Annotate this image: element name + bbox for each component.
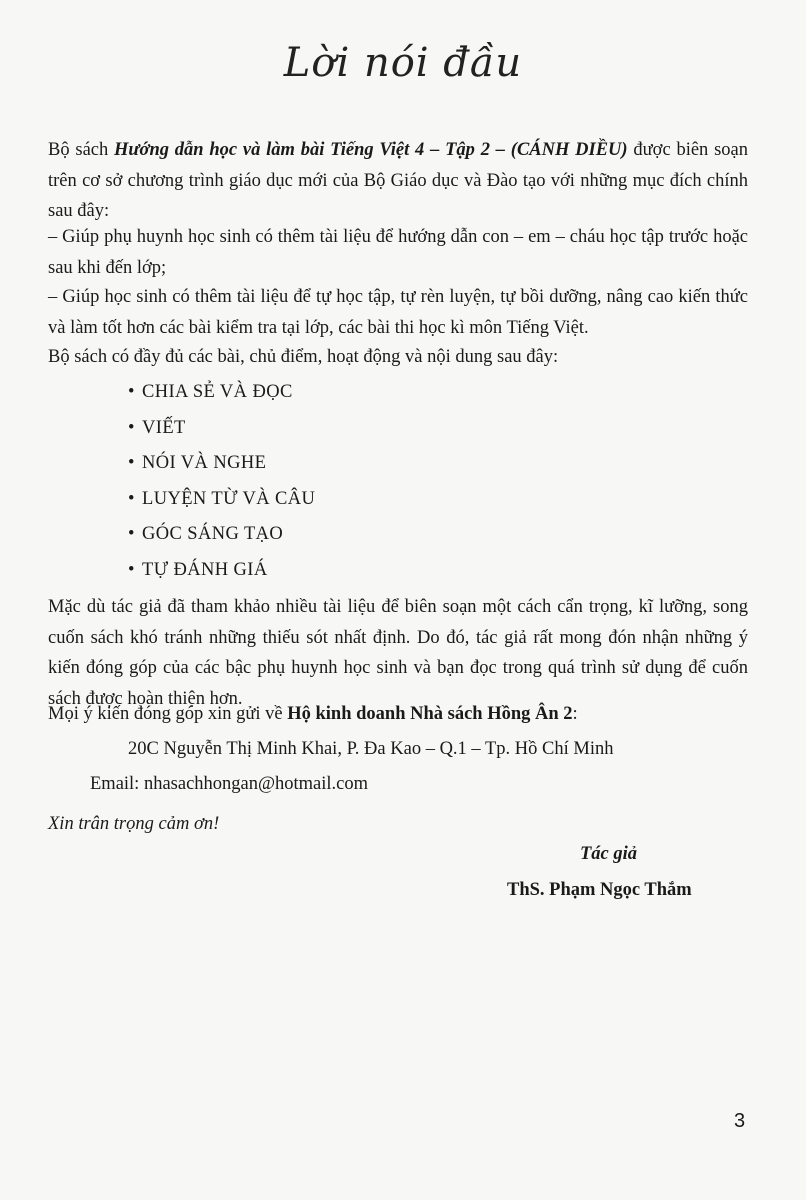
list-item: • TỰ ĐÁNH GIÁ xyxy=(128,553,315,589)
list-item: • NÓI VÀ NGHE xyxy=(128,446,315,482)
list-item: • LUYỆN TỪ VÀ CÂU xyxy=(128,482,315,518)
intro-suffix: được biên soạn trên cơ sở chương trình giáo dục mới của Bộ Giáo dục và Đào tạo với những mục đích chính sau đây: xyxy=(48,140,748,221)
bullet-icon: • xyxy=(128,382,135,402)
contents-intro: Bộ sách có đầy đủ các bài, chủ điểm, hoạt động và nội dung sau đây: xyxy=(48,347,559,367)
purpose-paragraph-2: – Giúp học sinh có thêm tài liệu để tự học tập, tự rèn luyện, tự bồi dưỡng, nâng cao kiến thức và làm tốt hơn các bài kiểm tra tại lớp, các bài thi học kì môn Tiếng Việt. xyxy=(48,287,748,338)
bullet-icon: • xyxy=(128,524,135,544)
book-title: Hướng dẫn học và làm bài Tiếng Việt 4 – Tập 2 – (CÁNH DIỀU) xyxy=(114,140,628,160)
intro-paragraph xyxy=(48,135,748,227)
thanks-line: Xin trân trọng cảm ơn! xyxy=(48,814,220,834)
intro-prefix: Bộ sách xyxy=(48,140,115,160)
page-title: Lời nói đầu xyxy=(283,40,523,86)
list-item: • VIẾT xyxy=(128,411,315,447)
list-item: • GÓC SÁNG TẠO xyxy=(128,517,315,553)
author-name: ThS. Phạm Ngọc Thắm xyxy=(507,880,692,900)
bullet-icon: • xyxy=(128,488,135,509)
feedback-line: Mọi ý kiến đóng góp xin gửi về Hộ kinh doanh Nhà sách Hồng Ân 2: xyxy=(48,704,578,724)
bullet-icon: • xyxy=(128,453,135,473)
author-label: Tác giả xyxy=(580,844,638,864)
closing-paragraph: Mặc dù tác giả đã tham khảo nhiều tài liệu để biên soạn một cách cẩn trọng, kĩ lưỡng, song cuốn sách khó tránh những thiếu sót nhất định. Do đó, tác giả rất mong đón nhận những ý kiến đóng góp của các bậc phụ huynh học sinh và bạn đọc trong quá trình sử dụng để cuốn sách được hoàn thiện hơn. xyxy=(48,597,748,709)
page-number: 3 xyxy=(734,1110,746,1132)
purpose-paragraph-1: – Giúp phụ huynh học sinh có thêm tài liệu để hướng dẫn con – em – cháu học tập trước hoặc sau khi đến lớp; xyxy=(48,227,748,278)
publisher-name: Hộ kinh doanh Nhà sách Hồng Ân 2 xyxy=(287,704,573,724)
bullet-icon: • xyxy=(128,417,135,438)
email-line: Email: nhasachhongan@hotmail.com xyxy=(90,774,369,794)
section-list xyxy=(128,375,315,588)
list-item: • CHIA SẺ VÀ ĐỌC xyxy=(128,375,315,411)
address-line: 20C Nguyễn Thị Minh Khai, P. Đa Kao – Q.1 – Tp. Hồ Chí Minh xyxy=(128,739,614,759)
bullet-icon: • xyxy=(128,559,135,580)
